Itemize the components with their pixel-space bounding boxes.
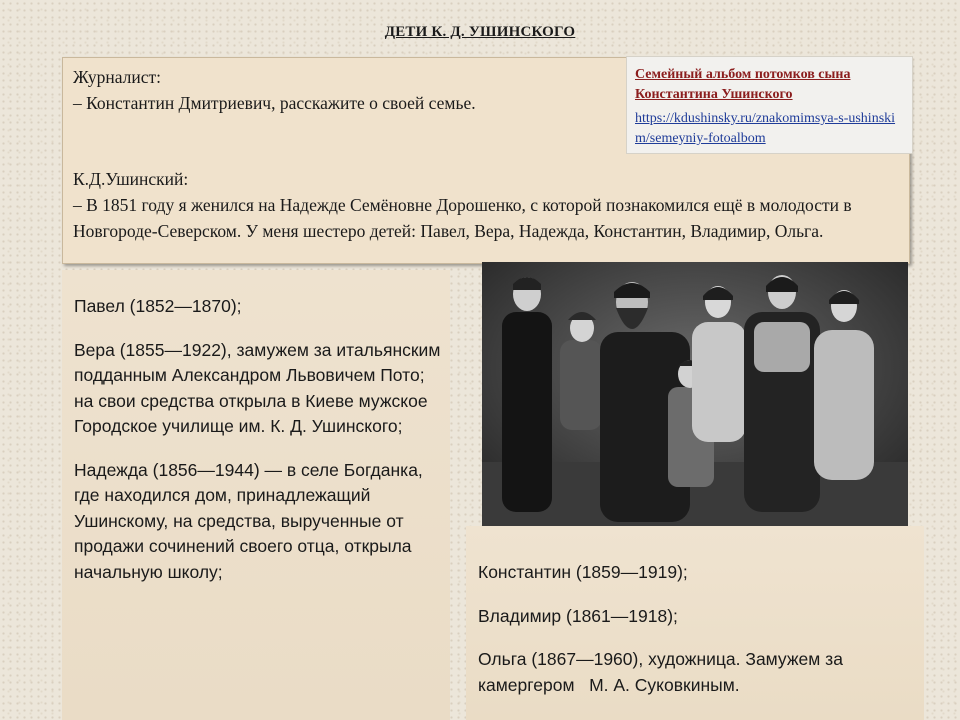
child-entry-konstantin: Константин (1859—1919); (478, 562, 688, 582)
family-photo-image (482, 262, 908, 526)
children-left-panel (62, 270, 450, 720)
child-entry-vladimir: Владимир (1861—1918); (478, 605, 678, 626)
children-right-panel (466, 526, 924, 720)
album-link-url[interactable]: https://kdushinsky.ru/znakomimsya-s-ushinskim/semeyniy-fotoalbom (635, 111, 896, 146)
page-title: ДЕТИ К. Д. УШИНСКОГО (384, 24, 576, 40)
journalist-question: – Константин Дмитриевич, расскажите о своей семье. (73, 93, 476, 113)
child-entry-olga: Ольга (1867—1960), художница. Замужем за камергером М. А. Суковкиным. (478, 649, 848, 695)
family-photo (482, 262, 908, 526)
ushinsky-answer-block (73, 166, 903, 244)
child-entry-vera: Вера (1855—1922), замужем за итальянским подданным Александром Львовичем Пото; на свои средства открыла в Киеве мужское Городское училище им. К. Д. Ушинского; (74, 339, 441, 436)
child-entry-nadezhda: Надежда (1856—1944) — в селе Богданка, где находился дом, принадлежащий Ушинскому, на средства, вырученные от продажи сочинений своего отца, открыла начальную школу; (74, 459, 423, 582)
child-entry-pavel: Павел (1852—1870); (74, 296, 242, 316)
journalist-label: Журналист: (73, 67, 161, 87)
ushinsky-label: К.Д.Ушинский: (73, 169, 189, 189)
source-link-box (626, 56, 913, 154)
ushinsky-answer: – В 1851 году я женился на Надежде Семёновне Дорошенко, с которой познакомился ещё в молодости в Новгороде-Северском. У меня шестеро детей: Павел, Вера, Надежда, Константин, Владимир, Ольга. (73, 195, 852, 241)
album-link-title[interactable]: Семейный альбом потомков сына Константина Ушинского (635, 67, 851, 102)
